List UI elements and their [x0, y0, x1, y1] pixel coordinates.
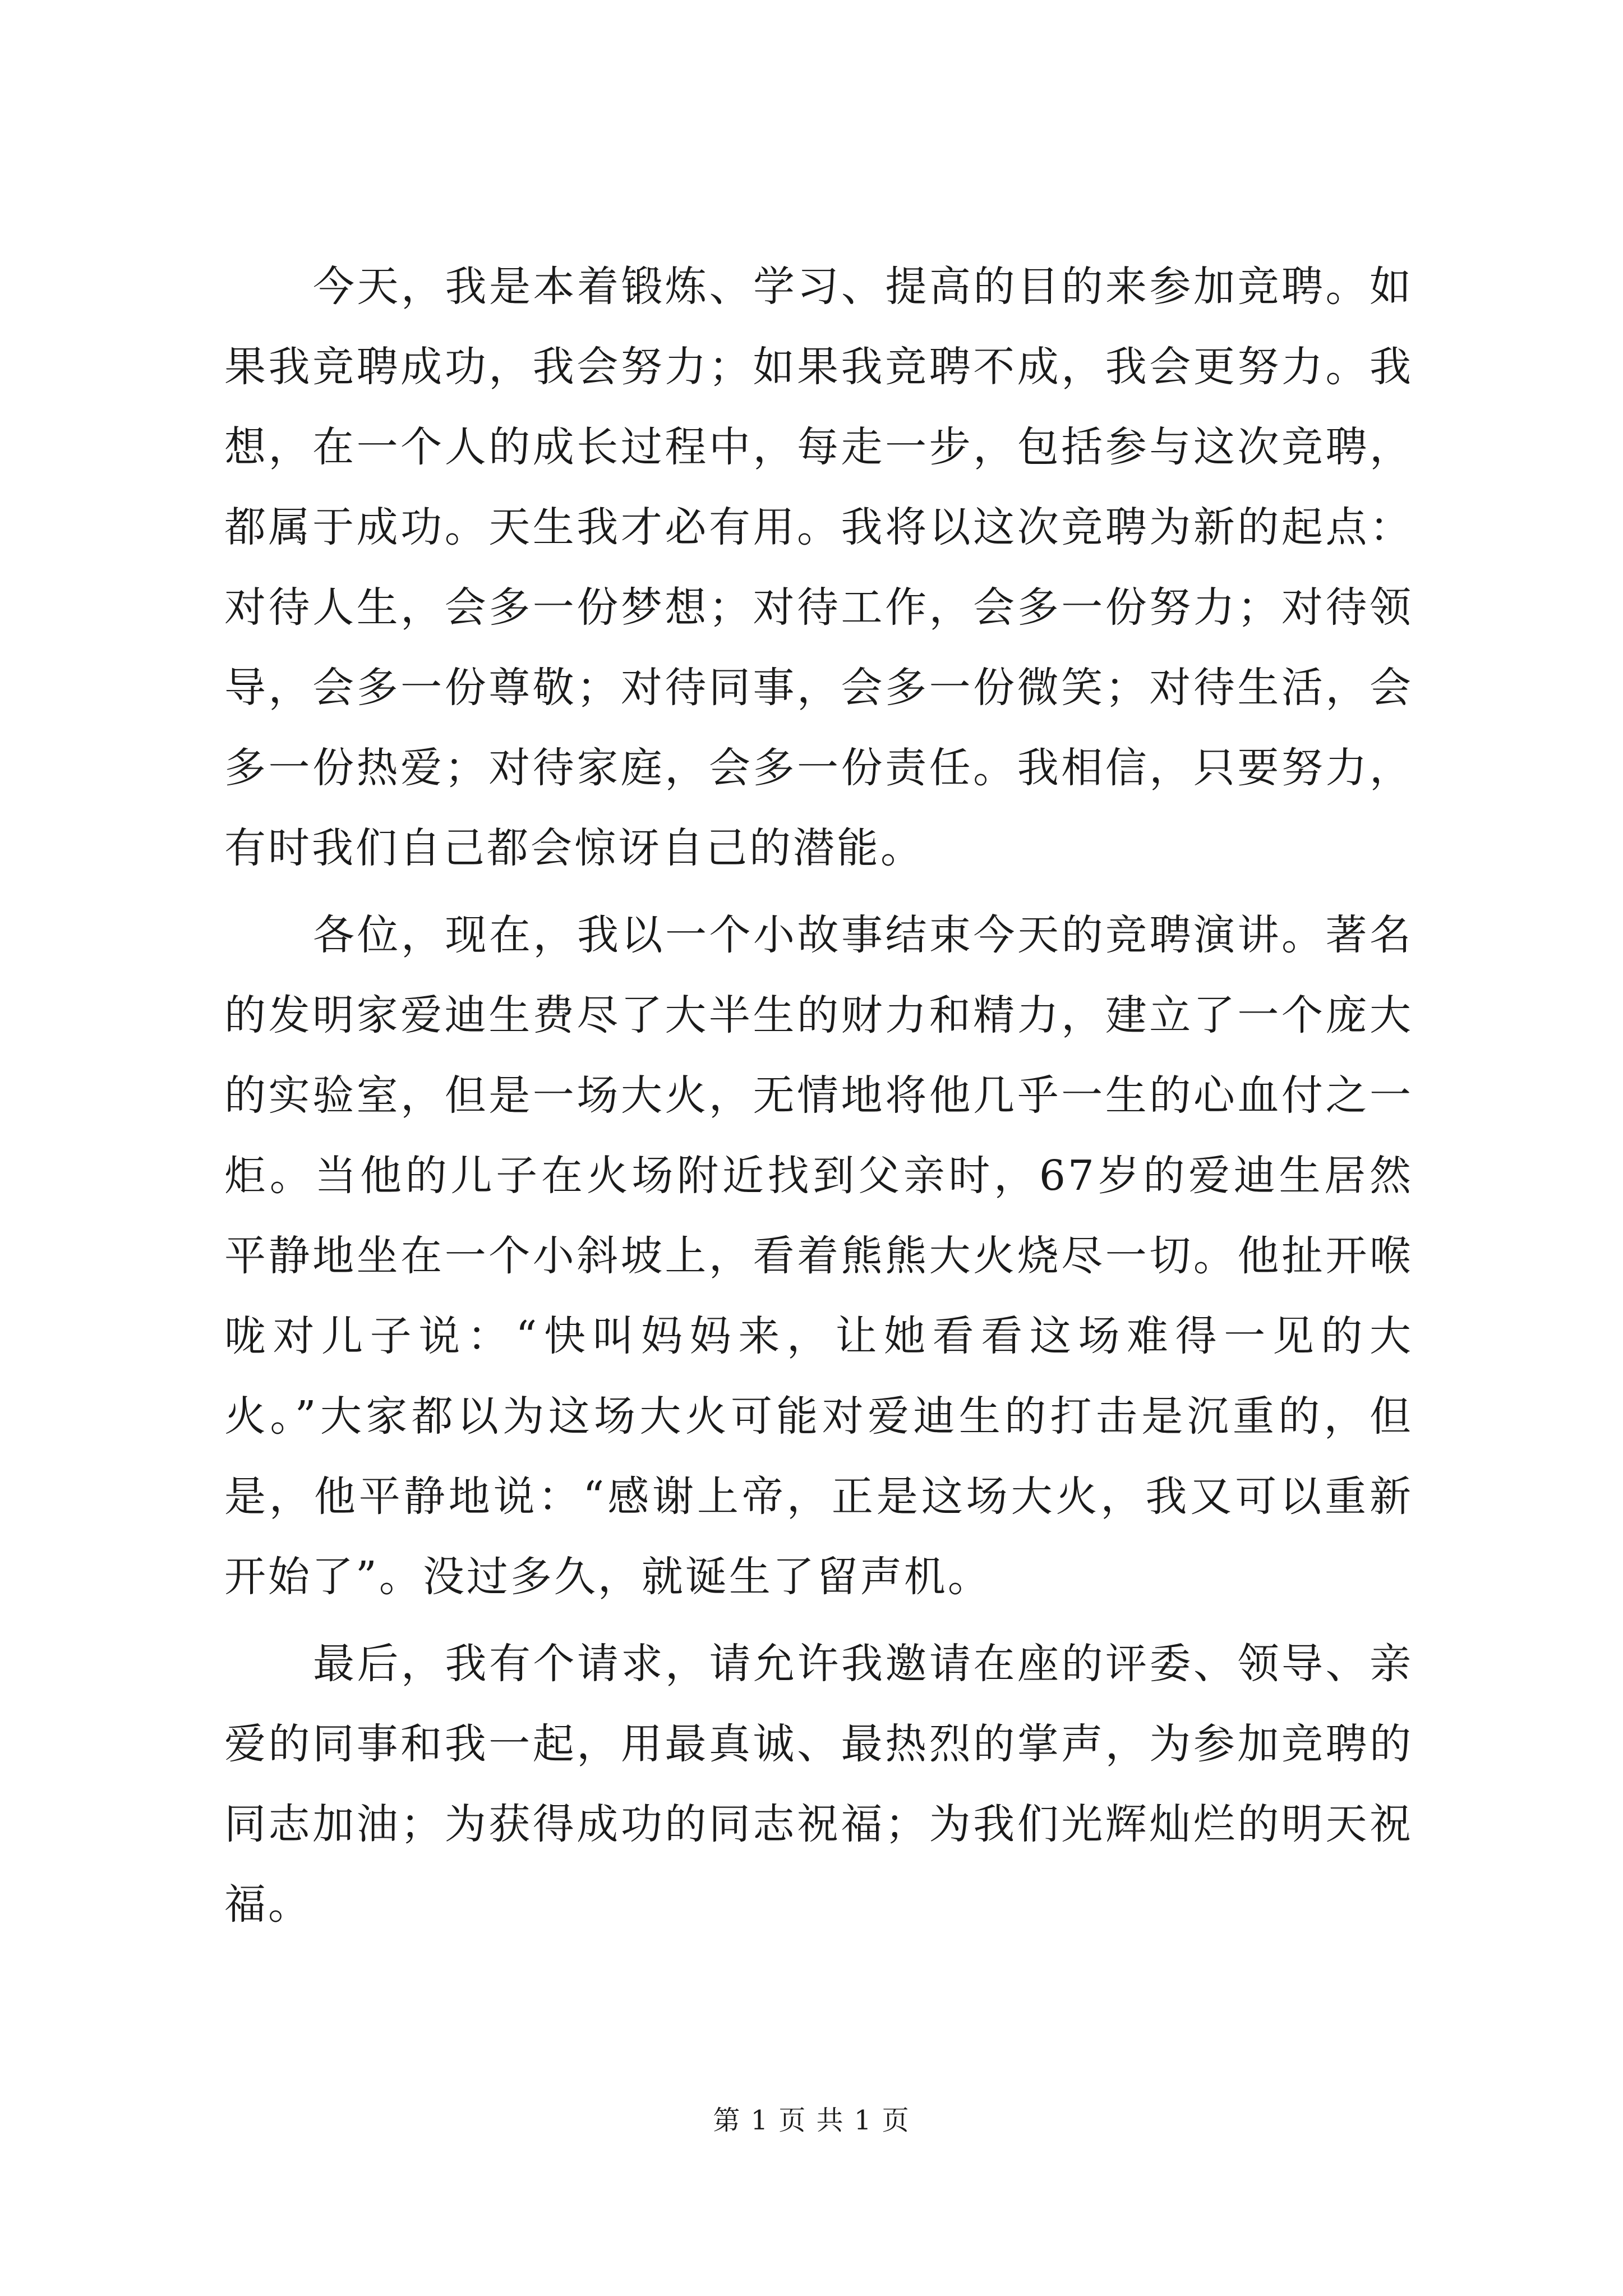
paragraph-1: 今天，我是本着锻炼、学习、提高的目的来参加竞聘。如果我竞聘成功，我会努力；如果我竞聘不成，我会更努力。我想，在一个人的成长过程中，每走一步，包括参与这次竞聘，都属于成功。天生我才必有用。我将以这次竞聘为新的起点：对待人生，会多一份梦想；对待工作，会多一份努力；对待领导，会多一份尊敬；对待同事，会多一份微笑；对待生活，会多一份热爱；对待家庭，会多一份责任。我相信，只要努力，有时我们自己都会惊讶自己的潜能。 — [224, 263, 1413, 872]
document-body — [224, 247, 1413, 1952]
paragraph-3: 最后，我有个请求，请允许我邀请在座的评委、领导、亲爱的同事和我一起，用最真诚、最热烈的掌声，为参加竞聘的同志加油；为获得成功的同志祝福；为我们光辉灿烂的明天祝福。 — [224, 1640, 1413, 1929]
page-number-footer: 第 1 页 共 1 页 — [713, 2105, 910, 2136]
paragraph-2: 各位，现在，我以一个小故事结束今天的竞聘演讲。著名的发明家爱迪生费尽了大半生的财力和精力，建立了一个庞大的实验室，但是一场大火，无情地将他几乎一生的心血付之一炬。当他的儿子在火场附近找到父亲时，67岁的爱迪生居然平静地坐在一个小斜坡上，看着熊熊大火烧尽一切。他扯开喉咙对儿子说：“快叫妈妈来，让她看看这场难得一见的大火。”大家都以为这场大火可能对爱迪生的打击是沉重的，但是，他平静地说：“感谢上帝，正是这场大火，我又可以重新开始了”。没过多久，就诞生了留声机。 — [224, 911, 1413, 1601]
